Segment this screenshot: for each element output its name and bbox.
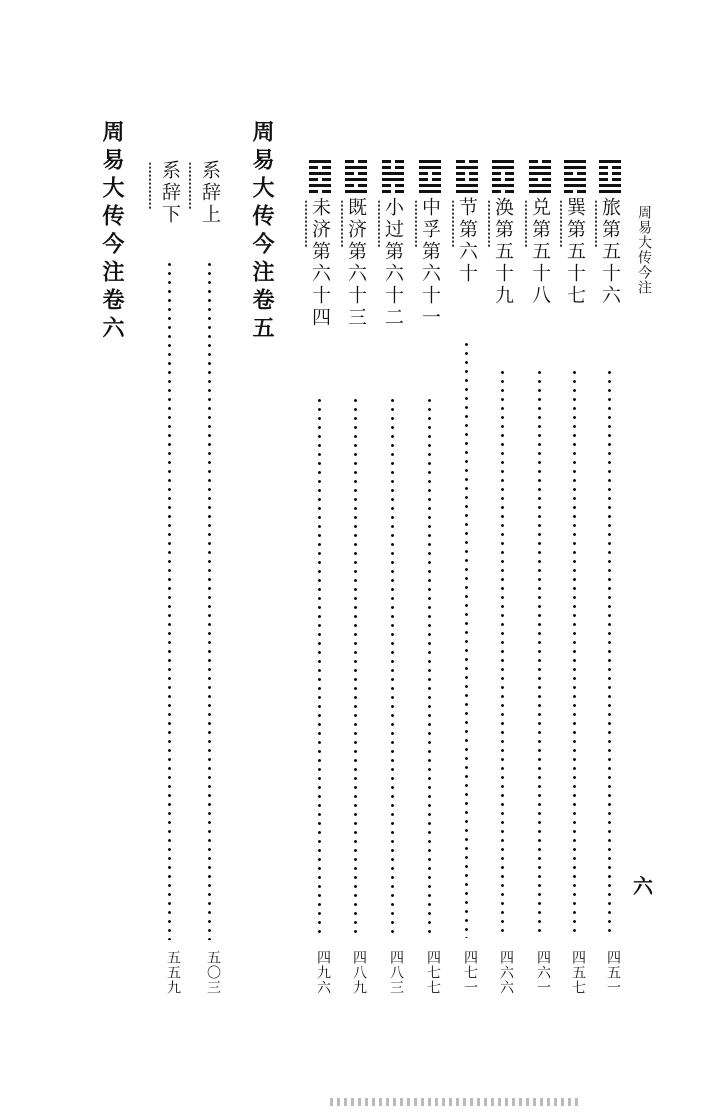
hexagram-line [599,178,621,181]
volume5-heading: 周易大传今注卷五 [249,120,274,344]
underline-mark [483,200,490,248]
line-segment [542,160,551,163]
leader-dots [501,368,504,938]
entry-head [156,160,184,226]
entry-page-number: 五〇三 [205,950,221,995]
hexagram-line [529,160,551,163]
hexagram-line [419,190,441,193]
hexagram-line [419,178,441,181]
line-segment [395,190,404,193]
line-segment [505,172,514,175]
line-segment [322,166,331,169]
hexagram-line [345,172,367,175]
line-segment [382,184,391,187]
entry-head [379,160,407,329]
page-number: 六 [633,874,653,898]
entry-head [196,160,224,226]
hexagram-line [309,166,331,169]
underline-mark [300,200,307,248]
hexagram-line [382,178,404,181]
leader-dots [391,396,394,938]
hexagram-line [492,172,514,175]
line-segment [529,178,538,181]
volume6-heading: 周易大传今注卷六 [99,120,124,344]
line-segment [382,166,391,169]
entry-head [342,160,370,329]
hexagram-icon [456,160,478,193]
underline-mark [447,200,454,248]
leader-dots [168,260,171,940]
hexagram-icon [382,160,404,193]
hexagram-line [599,190,621,193]
hexagram-line [419,184,441,187]
entry-page-number: 四九六 [315,950,331,995]
leader-dots [608,368,611,938]
hexagram-line [309,160,331,163]
line-segment [492,190,501,193]
toc-entry[interactable] [489,160,517,1040]
entry-title: 节第六十 [456,197,478,285]
line-segment [358,160,367,163]
hexagram-line [564,166,586,169]
hexagram-line [309,172,331,175]
entry-page-number: 四五一 [605,950,621,995]
entry-page-number: 五五九 [165,950,181,995]
line-segment [564,190,573,193]
line-segment [599,166,608,169]
hexagram-line [492,190,514,193]
underline-mark [336,200,343,248]
line-segment [456,178,465,181]
leader-dots [354,396,357,938]
entry-page-number: 四七一 [462,950,478,995]
line-segment [469,160,478,163]
hexagram-line [529,166,551,169]
hexagram-line [492,184,514,187]
underline-mark [590,200,597,248]
line-segment [322,178,331,181]
running-head: 周易大传今注 [636,205,652,295]
leader-dots [428,396,431,938]
line-segment [577,172,586,175]
entry-title: 系辞下 [159,160,181,226]
entry-page-number: 四六一 [535,950,551,995]
hexagram-line [529,172,551,175]
toc-entry[interactable] [561,160,589,1040]
entry-page-number: 四六六 [498,950,514,995]
line-segment [309,178,318,181]
entry-head [416,160,444,329]
hexagram-line [564,184,586,187]
hexagram-line [492,166,514,169]
hexagram-line [492,178,514,181]
hexagram-line [599,166,621,169]
hexagram-line [309,190,331,193]
line-segment [419,178,428,181]
hexagram-icon [345,160,367,193]
hexagram-line [492,160,514,163]
line-segment [395,160,404,163]
toc-entry[interactable] [379,160,407,1040]
hexagram-line [564,160,586,163]
line-segment [345,184,354,187]
line-segment [358,184,367,187]
line-segment [419,172,428,175]
hexagram-icon [309,160,331,193]
hexagram-line [564,178,586,181]
leader-dots [573,368,576,938]
hexagram-line [345,166,367,169]
hexagram-line [456,178,478,181]
entry-title: 中孚第六十一 [419,197,441,329]
hexagram-line [345,184,367,187]
entry-title: 涣第五十九 [492,197,514,307]
toc-entry[interactable] [596,160,624,1040]
line-segment [542,178,551,181]
hexagram-line [529,178,551,181]
entry-title: 旅第五十六 [599,197,621,307]
hexagram-line [382,190,404,193]
hexagram-line [564,172,586,175]
leader-dots [318,396,321,938]
hexagram-line [529,184,551,187]
line-segment [456,172,465,175]
underline-mark [373,200,380,248]
hexagram-line [456,166,478,169]
entry-title: 巽第五十七 [564,197,586,307]
line-segment [599,172,608,175]
hexagram-line [599,184,621,187]
hexagram-line [564,190,586,193]
line-segment [505,190,514,193]
underline-mark [410,200,417,248]
hexagram-icon [492,160,514,193]
line-segment [456,160,465,163]
hexagram-line [599,172,621,175]
entry-page-number: 四八三 [388,950,404,995]
hexagram-line [456,184,478,187]
line-segment [382,160,391,163]
hexagram-line [382,160,404,163]
line-segment [529,160,538,163]
entry-title: 系辞上 [199,160,221,226]
scan-artifact [330,1098,580,1106]
entry-head [306,160,334,329]
hexagram-line [309,178,331,181]
entry-title: 未济第六十四 [309,197,331,329]
line-segment [564,172,573,175]
hexagram-line [419,160,441,163]
line-segment [432,172,441,175]
toc-entry[interactable] [306,160,334,1040]
entry-head [526,160,554,307]
hexagram-line [529,190,551,193]
hexagram-line [345,160,367,163]
toc-entry[interactable] [156,160,184,1040]
entry-head [561,160,589,307]
underline-mark [520,200,527,248]
entry-title: 既济第六十三 [345,197,367,329]
hexagram-line [419,166,441,169]
hexagram-line [456,160,478,163]
entry-page-number: 四八九 [351,950,367,995]
hexagram-icon [419,160,441,193]
underline-mark [184,162,191,210]
hexagram-line [382,184,404,187]
entry-page-number: 四七七 [425,950,441,995]
toc-entry[interactable] [453,160,481,1040]
line-segment [395,166,404,169]
line-segment [492,172,501,175]
line-segment [345,160,354,163]
leader-dots [465,340,468,938]
toc-entry[interactable] [526,160,554,1040]
toc-entry[interactable] [196,160,224,1040]
line-segment [469,178,478,181]
hexagram-line [382,172,404,175]
line-segment [612,178,621,181]
hexagram-line [345,190,367,193]
hexagram-line [382,166,404,169]
hexagram-line [456,190,478,193]
line-segment [492,178,501,181]
line-segment [612,166,621,169]
underline-mark [144,162,151,210]
entry-head [489,160,517,307]
hexagram-icon [564,160,586,193]
line-segment [577,190,586,193]
underline-mark [555,200,562,248]
line-segment [395,184,404,187]
line-segment [469,172,478,175]
line-segment [382,190,391,193]
line-segment [599,178,608,181]
line-segment [505,178,514,181]
hexagram-line [309,184,331,187]
line-segment [345,172,354,175]
line-segment [358,172,367,175]
hexagram-line [599,160,621,163]
entry-head [596,160,624,307]
hexagram-line [456,172,478,175]
entry-head [453,160,481,285]
entry-page-number: 四五七 [570,950,586,995]
toc-entry[interactable] [416,160,444,1040]
line-segment [309,166,318,169]
hexagram-icon [599,160,621,193]
line-segment [432,178,441,181]
line-segment [309,190,318,193]
entry-title: 兑第五十八 [529,197,551,307]
entry-title: 小过第六十二 [382,197,404,329]
leader-dots [208,260,211,940]
line-segment [322,190,331,193]
toc-entry[interactable] [342,160,370,1040]
hexagram-line [345,178,367,181]
hexagram-icon [529,160,551,193]
hexagram-line [419,172,441,175]
line-segment [612,172,621,175]
leader-dots [538,368,541,938]
